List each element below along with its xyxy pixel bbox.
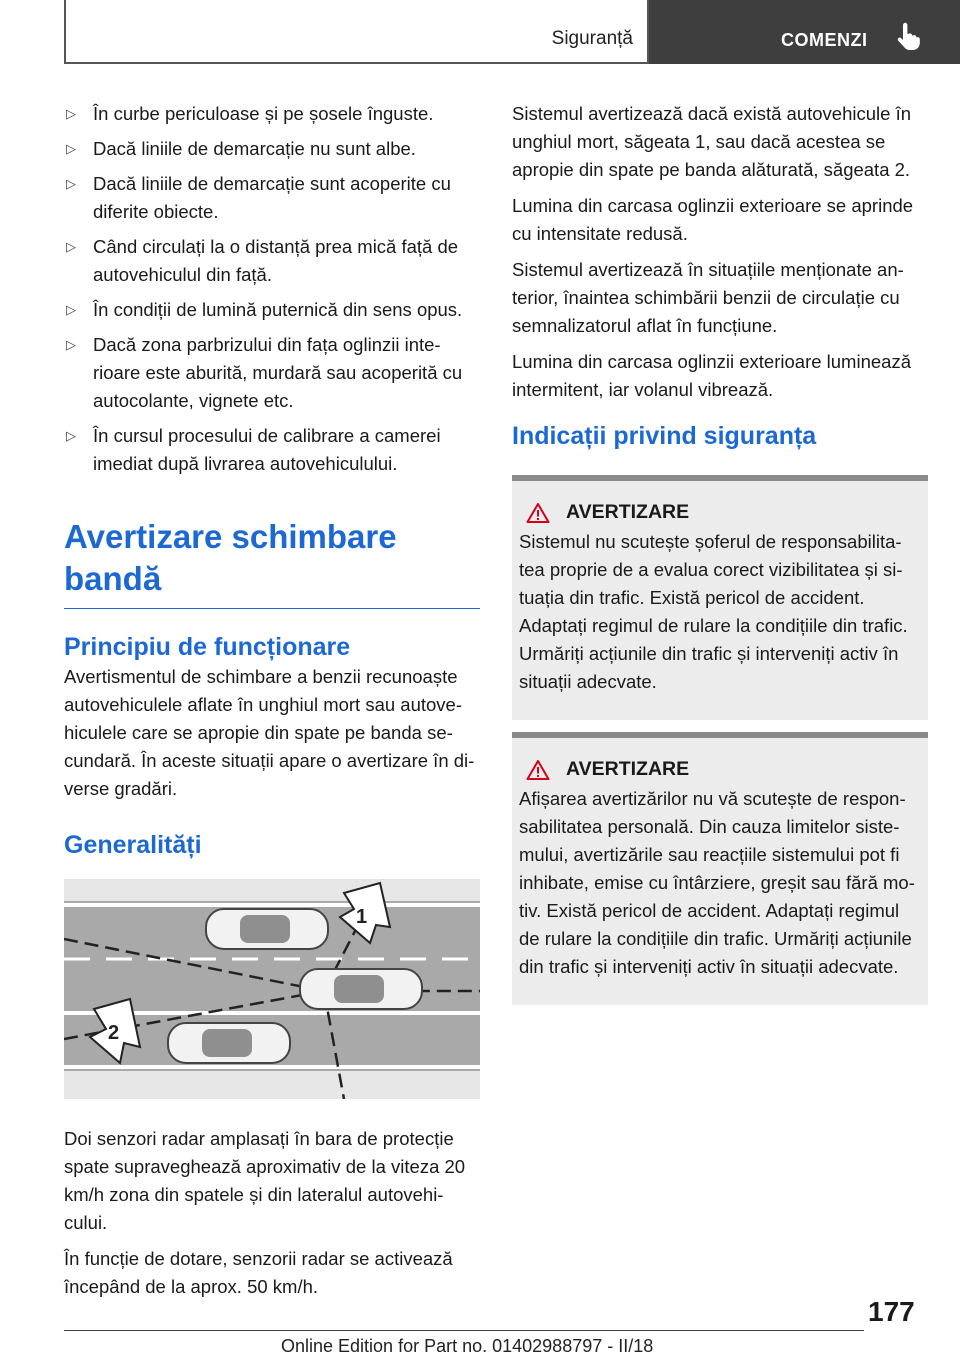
list-item: ▷ Când circulați la o distanță prea mică față de autovehiculul din față. (64, 233, 480, 289)
warning-title: AVERTIZARE (566, 758, 690, 780)
paragraph-3: Sistemul avertizează în situațiile menționate an‐terior, înaintea schimbării benzii de circulație cu semnalizatorul aflat în funcțiune. (512, 259, 904, 336)
general-paragraph-2: În funcție de dotare, senzorii radar se activează începând de la aprox. 50 km/h. (64, 1248, 453, 1297)
warning-box (512, 475, 928, 720)
right-column (512, 100, 928, 1017)
principle-text: Avertismentul de schimbare a benzii recunoaște autovehiculele aflate în unghiul mort sau autove‐hiculele care se apropie din spate pe banda se‐cundară. În aceste situații apare o avertizare în di‐verse gradări. (64, 666, 475, 799)
header-section-box (64, 0, 649, 64)
list-item: ▷ În curbe periculoase și pe șosele înguste. (64, 100, 480, 128)
general-paragraph-1: Doi senzori radar amplasați în bara de protecție spate supraveghează aproximativ de la viteza 20 km/h zona din spatele și din lateralul autovehi‐cului. (64, 1128, 466, 1233)
chapter-title: COMENZI (781, 30, 868, 50)
warning-title: AVERTIZARE (566, 501, 690, 523)
paragraph-1: Sistemul avertizează dacă există autovehicule în unghiul mort, săgeata 1, sau dacă acestea se apropie din spate pe banda alăturată, săgeata 2. (512, 103, 911, 180)
triangle-bullet-icon: ▷ (66, 302, 76, 317)
svg-text:2: 2 (108, 1022, 120, 1044)
triangle-bullet-icon: ▷ (66, 106, 76, 121)
footer-divider (64, 1330, 864, 1331)
warning-triangle-icon (526, 502, 550, 524)
car-ego (300, 969, 422, 1009)
conditions-list (64, 100, 480, 478)
list-item: ▷ În cursul procesului de calibrare a camerei imediat după livrarea autovehiculului. (64, 422, 480, 478)
section-title: Siguranță (551, 28, 633, 49)
car-front-left (206, 909, 328, 949)
list-item: ▷ Dacă liniile de demarcație nu sunt albe. (64, 135, 480, 163)
warning-box (512, 732, 928, 1005)
page-number: 177 (868, 1296, 915, 1327)
car-approaching (168, 1023, 290, 1063)
subheading-general: Generalități (64, 831, 202, 859)
triangle-bullet-icon: ▷ (66, 141, 76, 156)
svg-text:1: 1 (356, 906, 368, 928)
list-item: ▷ În condiții de lumină puternică din sens opus. (64, 296, 480, 324)
triangle-bullet-icon: ▷ (66, 337, 76, 352)
hand-pointer-icon (893, 22, 923, 52)
paragraph-2: Lumina din carcasa oglinzii exterioare se aprinde cu intensitate redusă. (512, 195, 914, 244)
left-column (64, 100, 480, 1309)
section-heading: Avertizare schimbare bandă (64, 516, 480, 609)
road-diagram (64, 879, 480, 1099)
warning-triangle-icon (526, 759, 550, 781)
header-chapter-box (649, 0, 960, 64)
subheading-principle: Principiu de funcționare (64, 633, 351, 661)
warning-text: Sistemul nu scutește șoferul de responsabilita‐tea proprie de a evalua corect vizibilitatea și si‐tuația din trafic. Există pericol de accident. Adaptați regimul de rulare la condițiile din trafic. Urmăriți acțiunile din trafic și interveniți activ în situații adecvate. (519, 531, 908, 692)
triangle-bullet-icon: ▷ (66, 239, 76, 254)
safety-heading: Indicații privind siguranța (512, 422, 817, 450)
paragraph-4: Lumina din carcasa oglinzii exterioare luminează intermitent, iar volanul vibrează. (512, 351, 911, 400)
lane-change-illustration (64, 879, 480, 1099)
list-item: ▷ Dacă liniile de demarcație sunt acoperite cu diferite obiecte. (64, 170, 480, 226)
warning-text: Afișarea avertizărilor nu vă scutește de respon‐sabilitatea personală. Din cauza limitelor siste‐mului, avertizările sau reacțiile sistemului pot fi inhibate, emise cu întârziere, greșit sau fără mo‐tiv. Există pericol de accident. Adaptați regimul de rulare la condițiile din trafic. Urmăriți acțiunile din trafic și interveniți activ în situații adecvate. (519, 788, 915, 977)
footer-edition: Online Edition for Part no. 01402988797 - II/18 (281, 1336, 654, 1356)
triangle-bullet-icon: ▷ (66, 176, 76, 191)
triangle-bullet-icon: ▷ (66, 428, 76, 443)
list-item: ▷ Dacă zona parbrizului din fața oglinzii inte‐rioare este aburită, murdară sau acoperită cu autocolante, vignete etc. (64, 331, 480, 415)
